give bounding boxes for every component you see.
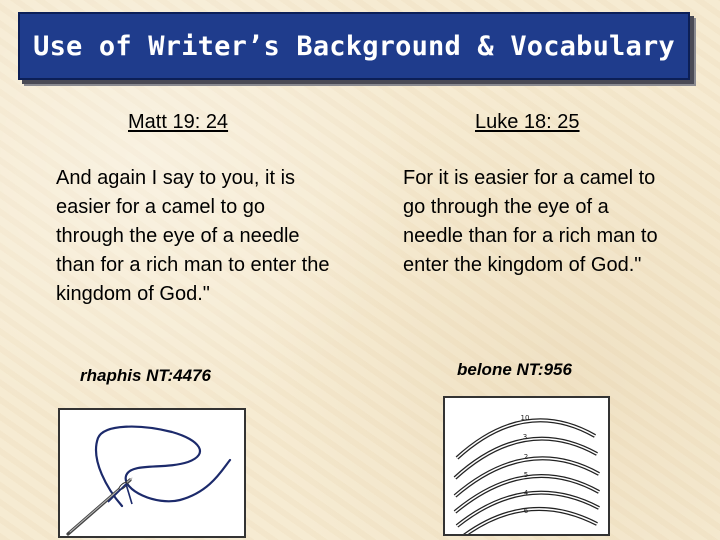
needle-number-label: 5: [523, 471, 529, 479]
curved-needles-image: [443, 396, 610, 536]
needle-number-label: 4: [523, 489, 529, 497]
slide-title: Use of Writer’s Background & Vocabulary: [33, 30, 675, 62]
curved-surgical-needles-icon: [445, 398, 608, 534]
needle-number-label: 6: [523, 507, 529, 515]
sewing-needle-image: [58, 408, 246, 538]
needle-number-label: 3: [522, 433, 528, 441]
sewing-needle-with-thread-icon: [60, 410, 244, 536]
needle-number-label: 2: [523, 453, 529, 461]
reference-luke: Luke 18: 25: [475, 111, 580, 133]
greek-word-rhaphis: rhaphis NT:4476: [80, 366, 212, 385]
greek-word-belone: belone NT:956: [457, 360, 572, 379]
passage-luke: For it is easier for a camel to go through the eye of a needle than for a rich man to enter the kingdom of God.": [403, 167, 658, 276]
reference-matthew: Matt 19: 24: [128, 111, 229, 133]
needle-number-label: 10: [520, 414, 530, 422]
slide-title-banner: [18, 12, 690, 80]
passage-matthew: And again I say to you, it is easier for a camel to go through the eye of a needle than for a rich man to enter the kingdom of God.": [56, 167, 330, 305]
